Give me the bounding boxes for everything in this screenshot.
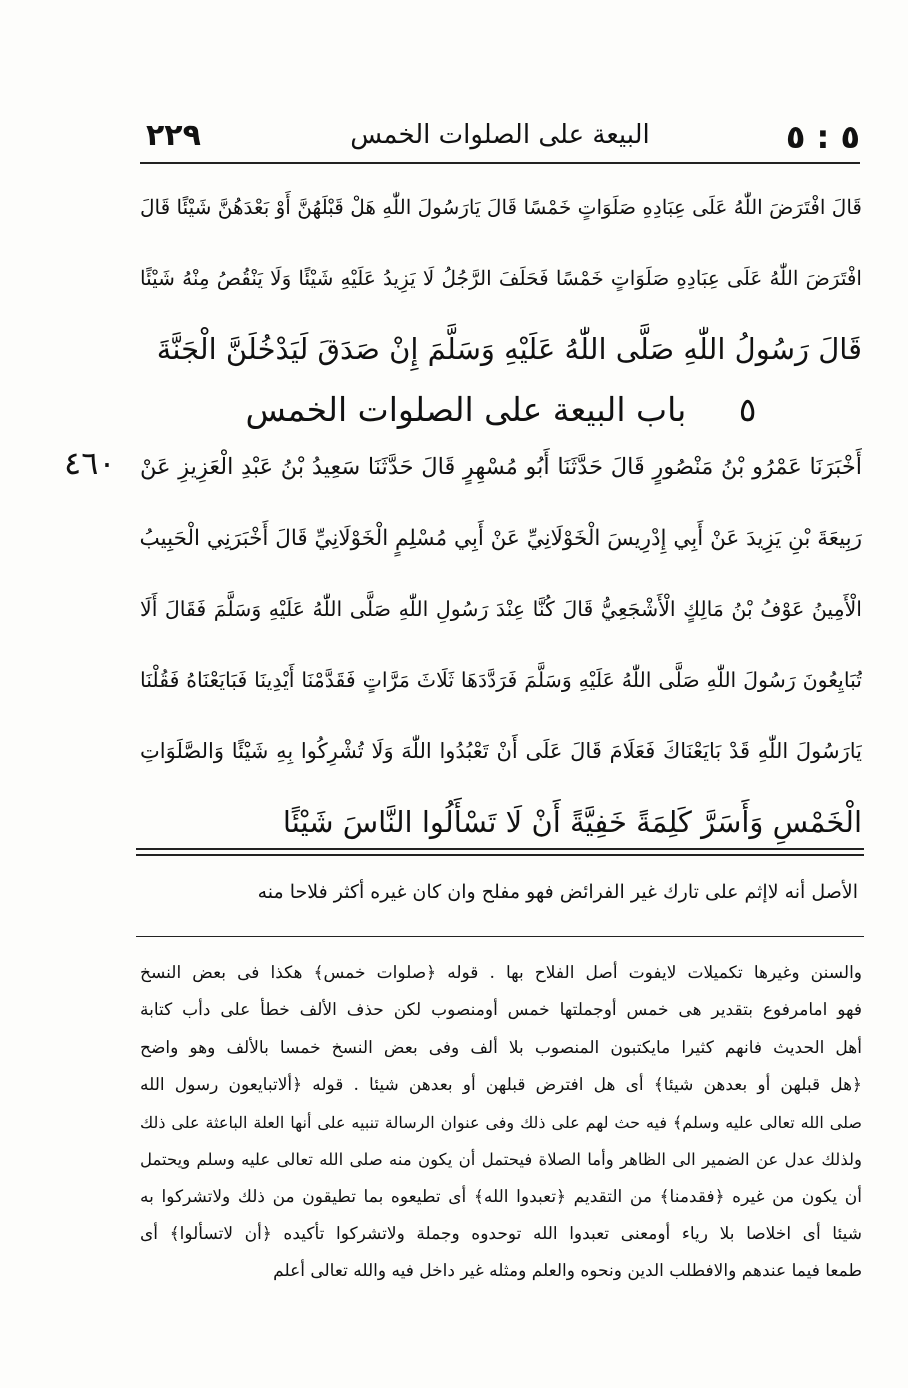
section-title: باب البيعة على الصلوات الخمس <box>245 390 687 429</box>
text-line: افْتَرَضَ اللّٰهُ عَلَى عِبَادِهِ صَلَوَاتٍ خَمْسًا فَحَلَفَ الرَّجُلُ لَا يَزِيدُ عَلَيْهِ شَيْئًا وَلَا يَنْقُصُ مِنْهُ شَيْئًا <box>140 266 862 290</box>
footnote-divider-bottom <box>136 854 864 856</box>
hadith-text <box>140 432 862 858</box>
text-line: الْخَمْسِ وَأَسَرَّ كَلِمَةً خَفِيَّةً أَنْ لَا تَسْأَلُوا النَّاسَ شَيْئًا <box>282 805 862 839</box>
page-number: ٢٢٩ <box>146 118 201 153</box>
footnote-line: طمعا فيما عندهم والافطلب الدين ونحوه والعلم ومثله غير داخل فيه والله تعالى أعلم <box>273 1261 862 1282</box>
running-title: البيعة على الصلوات الخمس <box>350 120 650 150</box>
footnote-line: أن يكون من غيره ﴿فقدمنا﴾ من التقديم ﴿تعبدوا الله﴾ أى تطيعوه بما تطيقون من ذلك ولاتشركوا به <box>140 1186 862 1207</box>
page-header <box>140 118 860 162</box>
footnote-line: فهو امامرفوع بتقدير هى خمس أوجملتها خمس أومنصوب لكن حذف الألف خطأ على دأب كتابة <box>140 1000 862 1021</box>
footnote-divider-top <box>136 848 864 850</box>
footnote-line: شيئا أى اخلاصا بلا رياء أومعنى تعبدوا الله توحدوه وجملة ولاتشركوا تأكيده ﴿أن لاتسألوا﴾ أى <box>140 1224 862 1245</box>
text-line: قَالَ افْتَرَضَ اللّٰهُ عَلَى عِبَادِهِ صَلَوَاتٍ خَمْسًا قَالَ يَارَسُولَ اللّٰهِ هَلْ قَبْلَهُنَّ أَوْ بَعْدَهُنَّ شَيْئًا قَالَ <box>140 195 862 219</box>
text-line: يَارَسُولَ اللّٰهِ قَدْ بَايَعْنَاكَ فَعَلَامَ قَالَ عَلَى أَنْ تَعْبُدُوا اللّٰهَ وَلَا تُشْرِكُوا بِهِ شَيْئًا وَالصَّلَوَاتِ <box>140 739 862 763</box>
footnotes <box>140 955 862 1291</box>
footnote-line: ولذلك عدل عن الضمير الى الظاهر وأما الصلاة فيحتمل أن يكون منه صلى الله تعالى عليه وسلم ويحتمل <box>140 1150 862 1170</box>
text-line: رَبِيعَةَ بْنِ يَزِيدَ عَنْ أَبِي إِدْرِيسَ الْخَوْلَانِيِّ عَنْ أَبِي مُسْلِمٍ الْخَوْلَانِيِّ قَالَ أَخْبَرَنِي الْحَبِيبُ <box>140 526 862 551</box>
text-line: أَخْبَرَنَا عَمْرُو بْنُ مَنْصُورٍ قَالَ حَدَّثَنَا أَبُو مُسْهِرٍ قَالَ حَدَّثَنَا سَعِيدُ بْنُ عَبْدِ الْعَزِيزِ عَنْ <box>140 454 862 480</box>
text-line: قَالَ رَسُولُ اللّٰهِ صَلَّى اللّٰهُ عَلَيْهِ وَسَلَّمَ إِنْ صَدَقَ لَيَدْخُلَنَّ الْجَنَّةَ <box>156 332 862 366</box>
text-line: تُبَايِعُونَ رَسُولَ اللّٰهِ صَلَّى اللّٰهُ عَلَيْهِ وَسَلَّمَ فَرَدَّدَهَا ثَلَاثَ مَرَّاتٍ فَقَدَّمْنَا أَيْدِينَا فَبَايَعْنَاهُ فَقُلْنَا <box>140 668 862 692</box>
section-number: ٥ <box>738 390 757 429</box>
footnote-line: صلى الله تعالى عليه وسلم﴾ فيه حث لهم على ذلك وفى عنوان الرسالة تنبيه على أنها العلة الباعثة على ذلك <box>140 1113 862 1133</box>
text-line: الْأَمِينُ عَوْفُ بْنُ مَالِكٍ الْأَشْجَعِيُّ قَالَ كُنَّا عِنْدَ رَسُولِ اللّٰهِ صَلَّى اللّٰهُ عَلَيْهِ وَسَلَّمَ فَقَالَ أَلَا <box>140 597 862 621</box>
section-heading <box>140 385 862 435</box>
header-divider <box>140 162 860 164</box>
top-text <box>140 172 862 385</box>
hadith-number: ٤٦٠ <box>64 444 116 482</box>
commentary-note: الأصل أنه لاإثم على تارك غير الفرائض فهو مفلح وان كان غيره أكثر فلاحا منه <box>257 881 858 903</box>
footnote-line: أهل الحديث فانهم كثيرا مايكتبون المنصوب بلا ألف وفى بعض النسخ خمسا بالألف وهو واضح <box>140 1037 862 1058</box>
footnote-line: ﴿هل قبلهن أو بعدهن شيئا﴾ أى هل افترض قبلهن أو بعدهن شيئا . قوله ﴿ألاتبايعون رسول الله <box>140 1074 862 1095</box>
note-divider <box>136 936 864 937</box>
footnote-line: والسنن وغيرها تكميلات لايفوت أصل الفلاح بها . قوله ﴿صلوات خمس﴾ هكذا فى بعض النسخ <box>140 963 862 983</box>
chapter-reference: ٥ : ٥ <box>785 118 860 156</box>
